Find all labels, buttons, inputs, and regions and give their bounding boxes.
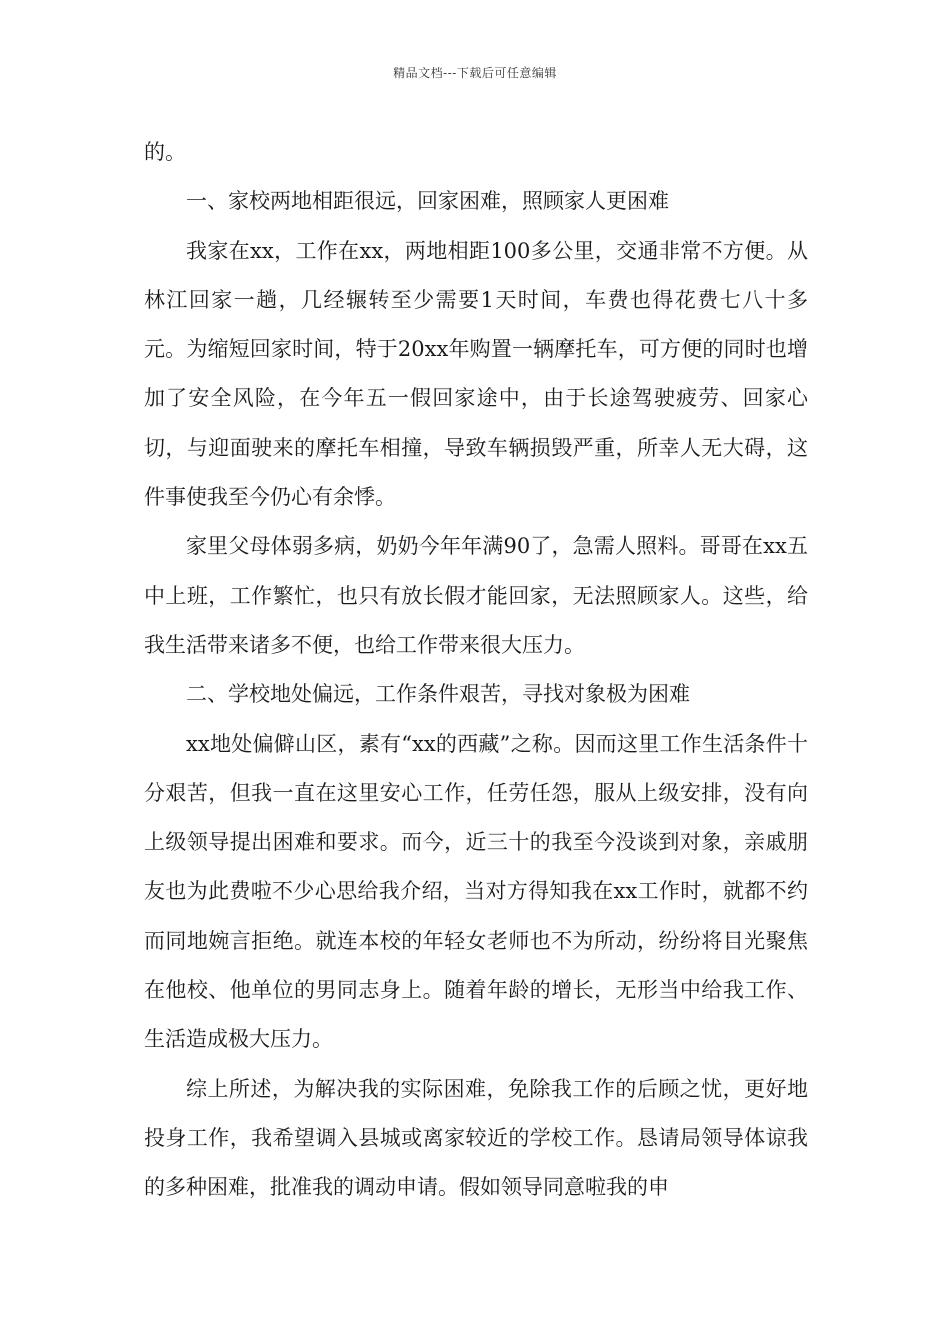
document-body	[144, 128, 808, 1213]
paragraph: 家里父母体弱多病，奶奶今年年满90了，急需人照料。哥哥在xx五中上班，工作繁忙，也只有放长假才能回家，无法照顾家人。这些，给我生活带来诸多不便，也给工作带来很大压力。	[144, 534, 808, 657]
paragraph: 综上所述，为解决我的实际困难，免除我工作的后顾之忧，更好地投身工作，我希望调入县城或离家较近的学校工作。恳请局领导体谅我的多种困难，批准我的调动申请。假如领导同意啦我的申	[144, 1076, 808, 1200]
section-heading-1: 一、家校两地相距很远，回家困难，照顾家人更困难	[186, 189, 669, 214]
page-header: 精品文档---下载后可任意编辑	[393, 66, 557, 80]
section-heading-2: 二、学校地处偏远，工作条件艰苦，寻找对象极为困难	[186, 682, 690, 707]
paragraph: 我家在xx，工作在xx，两地相距100多公里，交通非常不方便。从林江回家一趟，几经辗转至少需要1天时间，车费也得花费七八十多元。为缩短回家时间，特于20xx年购置一辆摩托车，可方便的同时也增加了安全风险，在今年五一假回家途中，由于长途驾驶疲劳、回家心切，与迎面驶来的摩托车相撞，导致车辆损毁严重，所幸人无大碍，这件事使我至今仍心有余悸。	[144, 238, 808, 510]
paragraph: xx地处偏僻山区，素有“xx的西藏”之称。因而这里工作生活条件十分艰苦，但我一直在这里安心工作，任劳任怨，服从上级安排，没有向上级领导提出困难和要求。而今，近三十的我至今没谈到对象，亲戚朋友也为此费啦不少心思给我介绍，当对方得知我在xx工作时，就都不约而同地婉言拒绝。就连本校的年轻女老师也不为所动，纷纷将目光聚焦在他校、他单位的男同志身上。随着年龄的增长，无形当中给我工作、生活造成极大压力。	[144, 731, 808, 1052]
paragraph-continuation: 的。	[144, 140, 186, 164]
